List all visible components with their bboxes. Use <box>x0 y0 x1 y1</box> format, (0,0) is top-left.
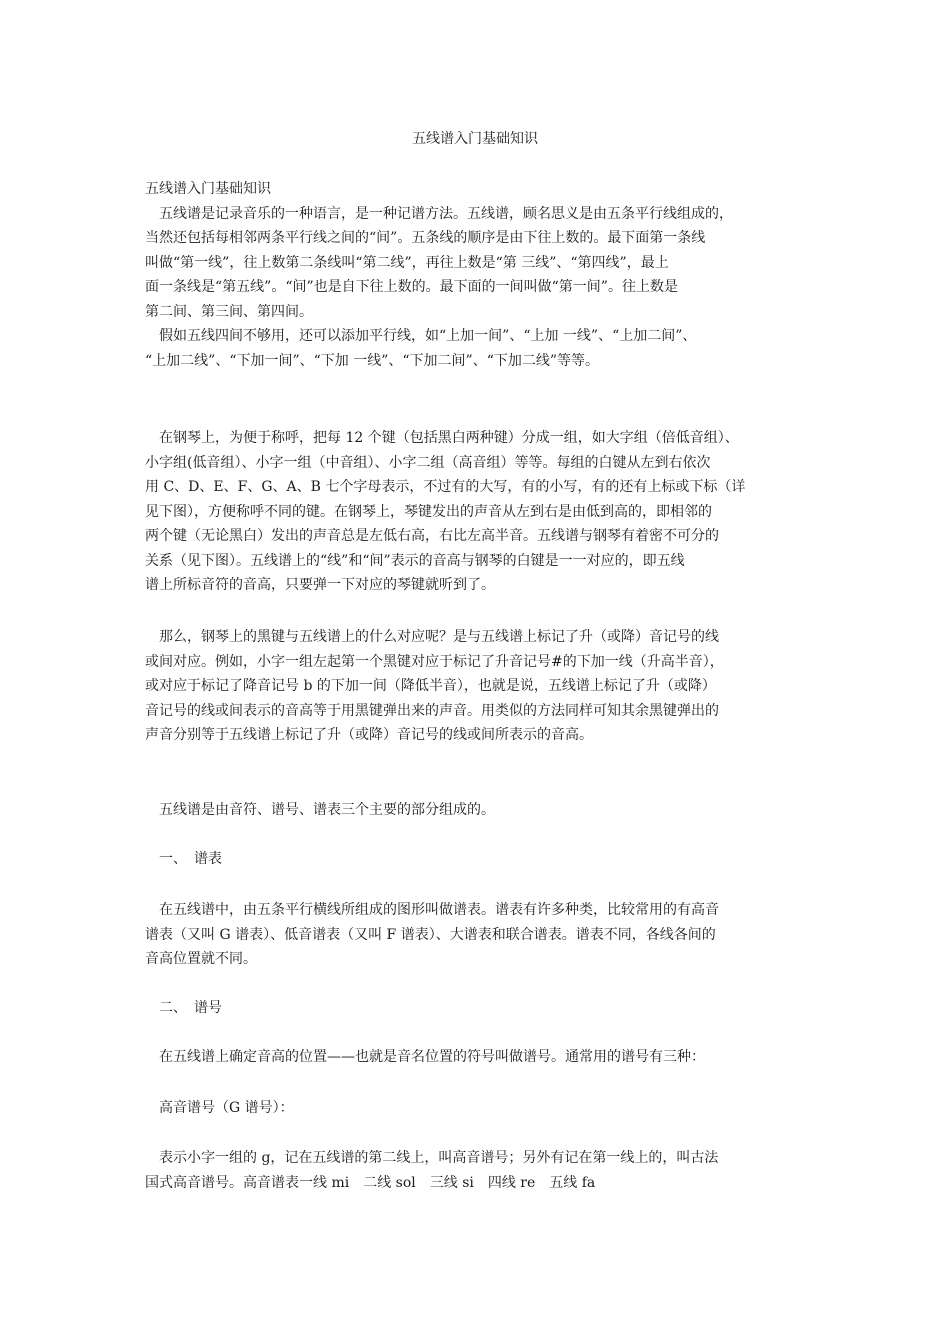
text-line: 或对应于标记了降音记号 b 的下加一间（降低半音），也就是说，五线谱上标记了升（或降） <box>145 678 716 694</box>
text-line: 当然还包括每相邻两条平行线之间的“间”。五条线的顺序是由下往上数的。最下面第一条线 <box>145 230 706 246</box>
text-line: 五线谱是由音符、谱号、谱表三个主要的部分组成的。 <box>145 802 495 818</box>
text-line: 见下图），方便称呼不同的键。在钢琴上，琴键发出的声音从左到右是由低到高的，即相邻的 <box>145 503 712 520</box>
text-line: 五线谱是记录音乐的一种语言，是一种记谱方法。五线谱，顾名思义是由五条平行线组成的， <box>145 205 733 222</box>
text-line: 叫做“第一线”，往上数第二条线叫“第二线”，再往上数是“第 三线”、“第四线”，最上 <box>145 254 669 271</box>
text-line: 在五线谱中，由五条平行横线所组成的图形叫做谱表。谱表有许多种类，比较常用的有高音 <box>145 902 719 918</box>
text-line: 谱表（又叫 G 谱表）、低音谱表（又叫 F 谱表）、大谱表和联合谱表。谱表不同，各线各间的 <box>145 926 716 943</box>
text-line: 在钢琴上，为便于称呼，把每 12 个键（包括黑白两种键）分成一组，如大字组（倍低音组）、 <box>145 430 739 446</box>
text-line: 假如五线四间不够用，还可以添加平行线，如“上加一间”、“上加 一线”、“上加二间”、 <box>145 328 697 344</box>
paragraph-staff <box>145 898 825 972</box>
text-line: 五线谱入门基础知识 <box>145 181 271 197</box>
text-line: “上加二线”、“下加一间”、“下加 一线”、“下加二间”、“下加二线”等等。 <box>145 352 600 369</box>
text-line: 用 C、D、E、F、G、A、B 七个字母表示，不过有的大写，有的小写，有的还有上标或下标（详 <box>145 479 746 495</box>
text-line: 谱上所标音符的音高，只要弹一下对应的琴键就听到了。 <box>145 577 495 593</box>
paragraph-parts <box>145 798 825 823</box>
text-line: 表示小字一组的 g，记在五线谱的第二线上，叫高音谱号；另外有记在第一线上的，叫古法 <box>145 1150 719 1166</box>
section-heading: 二、 谱号 <box>145 1000 222 1016</box>
text-line: 音记号的线或间表示的音高等于用黑键弹出来的声音。用类似的方法同样可知其余黑键弹出的 <box>145 702 719 719</box>
text-line: 小字组(低音组）、小字一组（中音组）、小字二组（高音组）等等。每组的白键从左到右依次 <box>145 454 711 471</box>
paragraph-black-keys <box>145 625 825 748</box>
section-heading: 一、 谱表 <box>145 851 222 867</box>
text-line: 音高位置就不同。 <box>145 951 257 967</box>
text-line: 或间对应。例如，小字一组左起第一个黑键对应于标记了升音记号#的下加一线（升高半音）， <box>145 653 724 670</box>
text-line: 声音分别等于五线谱上标记了升（或降）音记号的线或间所表示的音高。 <box>145 727 593 743</box>
text-line: 两个键（无论黑白）发出的声音总是左低右高，右比左高半音。五线谱与钢琴有着密不可分的 <box>145 528 719 544</box>
text-line: 第二间、第三间、第四间。 <box>145 303 313 320</box>
text-line: 关系（见下图）。五线谱上的“线”和“间”表示的音高与钢琴的白键是一一对应的，即五线 <box>145 552 685 569</box>
heading-staff <box>145 847 825 872</box>
text-line: 面一条线是“第五线”。“间”也是自下往上数的。最下面的一间叫做“第一间”。往上数是 <box>145 279 678 295</box>
paragraph-treble-clef <box>145 1146 825 1195</box>
text-line: 那么，钢琴上的黑键与五线谱上的什么对应呢？是与五线谱上标记了升（或降）音记号的线 <box>145 629 719 645</box>
heading-clef <box>145 996 825 1021</box>
text-line: 国式高音谱号。高音谱表一线 mi 二线 sol 三线 si 四线 re 五线 fa <box>145 1174 596 1191</box>
treble-clef-heading <box>145 1096 825 1121</box>
text-line: 高音谱号（G 谱号）： <box>145 1100 294 1116</box>
text-line: 在五线谱上确定音高的位置——也就是音名位置的符号叫做谱号。通常用的谱号有三种： <box>145 1049 705 1065</box>
paragraph-clef <box>145 1045 825 1070</box>
paragraph-piano <box>145 426 825 598</box>
document-title: 五线谱入门基础知识 <box>412 131 538 147</box>
paragraph-intro <box>145 177 825 373</box>
